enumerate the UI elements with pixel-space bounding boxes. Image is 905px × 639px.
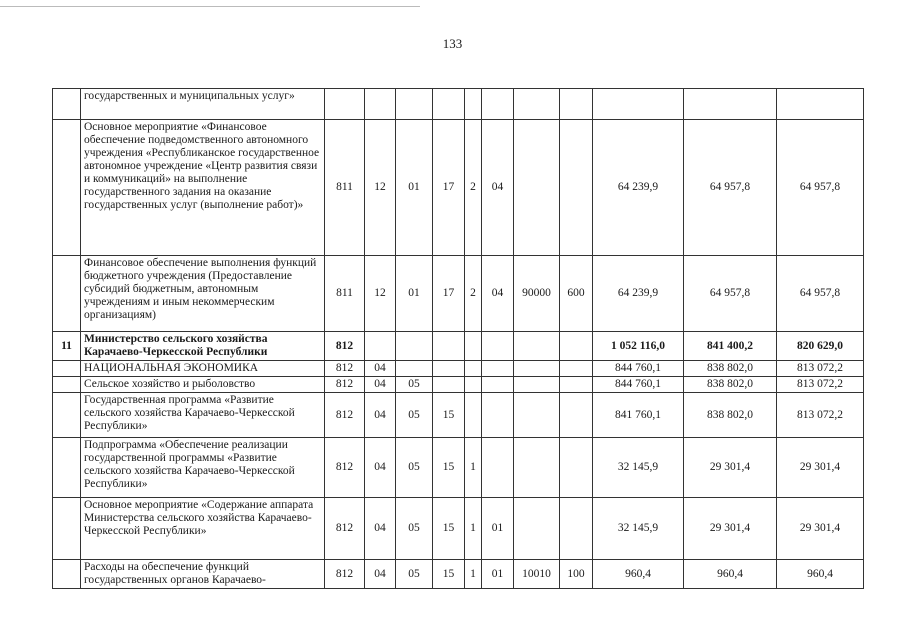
expense-type-code	[560, 361, 593, 377]
amount-year-1: 1 052 116,0	[593, 332, 684, 361]
row-name: Основное мероприятие «Финансовое обеспечение подведомственного автономного учреждения «Республиканское государственное автономное учреждение «Центр развития связи и коммуникаций» на выполнение государственного задания на оказание государственных услуг (выполнение работ)»	[81, 120, 325, 256]
row-name: Финансовое обеспечение выполнения функций бюджетного учреждения (Предоставление субсидий бюджетным, автономным учреждениям и иным некоммерческим организациям)	[81, 256, 325, 332]
budget-table	[52, 88, 864, 589]
amount-year-1: 844 760,1	[593, 377, 684, 393]
subsection-code: 01	[396, 120, 433, 256]
amount-year-1	[593, 89, 684, 120]
table-row	[53, 498, 864, 560]
row-index	[53, 89, 81, 120]
amount-year-3	[777, 89, 864, 120]
ved-code: 812	[325, 438, 365, 498]
activity-code	[482, 393, 514, 438]
amount-year-1: 64 239,9	[593, 256, 684, 332]
subprogram-code: 2	[465, 256, 482, 332]
row-name: НАЦИОНАЛЬНАЯ ЭКОНОМИКА	[81, 361, 325, 377]
expense-type-code: 600	[560, 256, 593, 332]
row-name: Расходы на обеспечение функций государственных органов Карачаево-	[81, 560, 325, 589]
amount-year-3: 813 072,2	[777, 393, 864, 438]
program-code: 15	[433, 560, 465, 589]
expense-type-code	[560, 377, 593, 393]
amount-year-1: 960,4	[593, 560, 684, 589]
table-row	[53, 256, 864, 332]
amount-year-3: 813 072,2	[777, 377, 864, 393]
row-name: Государственная программа «Развитие сельского хозяйства Карачаево-Черкесской Республики»	[81, 393, 325, 438]
program-code: 15	[433, 498, 465, 560]
row-name: государственных и муниципальных услуг»	[81, 89, 325, 120]
expense-type-code	[560, 89, 593, 120]
top-scan-rule	[0, 6, 420, 7]
amount-year-2: 838 802,0	[684, 377, 777, 393]
table-row	[53, 560, 864, 589]
table-row	[53, 393, 864, 438]
table-row	[53, 377, 864, 393]
section-code	[365, 89, 396, 120]
expense-type-code	[560, 332, 593, 361]
row-name: Основное мероприятие «Содержание аппарата Министерства сельского хозяйства Карачаево-Черкесской Республики»	[81, 498, 325, 560]
subsection-code: 05	[396, 560, 433, 589]
program-code: 15	[433, 393, 465, 438]
subprogram-code: 2	[465, 120, 482, 256]
direction-code	[514, 89, 560, 120]
section-code: 12	[365, 120, 396, 256]
ved-code: 812	[325, 377, 365, 393]
amount-year-2: 838 802,0	[684, 393, 777, 438]
subprogram-code: 1	[465, 498, 482, 560]
row-name: Министерство сельского хозяйства Карачаево-Черкесской Республики	[81, 332, 325, 361]
direction-code	[514, 498, 560, 560]
subprogram-code	[465, 89, 482, 120]
amount-year-2: 64 957,8	[684, 120, 777, 256]
amount-year-3: 64 957,8	[777, 120, 864, 256]
amount-year-3: 29 301,4	[777, 498, 864, 560]
expense-type-code: 100	[560, 560, 593, 589]
activity-code	[482, 361, 514, 377]
ved-code: 812	[325, 560, 365, 589]
section-code: 04	[365, 438, 396, 498]
direction-code	[514, 438, 560, 498]
subprogram-code	[465, 361, 482, 377]
program-code: 17	[433, 256, 465, 332]
program-code: 17	[433, 120, 465, 256]
activity-code: 04	[482, 120, 514, 256]
amount-year-1: 64 239,9	[593, 120, 684, 256]
row-index	[53, 120, 81, 256]
activity-code	[482, 89, 514, 120]
subprogram-code	[465, 332, 482, 361]
section-code	[365, 332, 396, 361]
direction-code: 10010	[514, 560, 560, 589]
direction-code	[514, 377, 560, 393]
amount-year-3: 820 629,0	[777, 332, 864, 361]
expense-type-code	[560, 498, 593, 560]
row-index	[53, 498, 81, 560]
row-index	[53, 560, 81, 589]
subprogram-code: 1	[465, 438, 482, 498]
ved-code: 811	[325, 256, 365, 332]
section-code: 04	[365, 377, 396, 393]
page-number: 133	[442, 36, 463, 51]
direction-code	[514, 361, 560, 377]
activity-code	[482, 332, 514, 361]
direction-code	[514, 332, 560, 361]
amount-year-1: 844 760,1	[593, 361, 684, 377]
subsection-code: 05	[396, 438, 433, 498]
amount-year-2: 29 301,4	[684, 438, 777, 498]
amount-year-2: 29 301,4	[684, 498, 777, 560]
subsection-code: 01	[396, 256, 433, 332]
subsection-code	[396, 361, 433, 377]
table-row	[53, 438, 864, 498]
amount-year-1: 841 760,1	[593, 393, 684, 438]
amount-year-2: 838 802,0	[684, 361, 777, 377]
subsection-code	[396, 89, 433, 120]
ved-code	[325, 89, 365, 120]
activity-code	[482, 377, 514, 393]
section-code: 12	[365, 256, 396, 332]
subsection-code: 05	[396, 498, 433, 560]
section-code: 04	[365, 361, 396, 377]
amount-year-3: 813 072,2	[777, 361, 864, 377]
row-name: Подпрограмма «Обеспечение реализации государственной программы «Развитие сельского хозяйства Карачаево-Черкесской Республики»	[81, 438, 325, 498]
amount-year-1: 32 145,9	[593, 498, 684, 560]
ved-code: 811	[325, 120, 365, 256]
program-code	[433, 89, 465, 120]
amount-year-3: 960,4	[777, 560, 864, 589]
amount-year-2	[684, 89, 777, 120]
row-index	[53, 438, 81, 498]
budget-table-body	[53, 89, 864, 589]
direction-code: 90000	[514, 256, 560, 332]
program-code: 15	[433, 438, 465, 498]
subsection-code: 05	[396, 377, 433, 393]
ved-code: 812	[325, 498, 365, 560]
amount-year-2: 960,4	[684, 560, 777, 589]
activity-code: 01	[482, 498, 514, 560]
section-code: 04	[365, 498, 396, 560]
subprogram-code	[465, 377, 482, 393]
row-index	[53, 393, 81, 438]
row-index: 11	[53, 332, 81, 361]
ved-code: 812	[325, 332, 365, 361]
row-name: Сельское хозяйство и рыболовство	[81, 377, 325, 393]
amount-year-3: 64 957,8	[777, 256, 864, 332]
section-code: 04	[365, 393, 396, 438]
amount-year-2: 841 400,2	[684, 332, 777, 361]
table-row	[53, 89, 864, 120]
row-index	[53, 256, 81, 332]
program-code	[433, 361, 465, 377]
row-index	[53, 377, 81, 393]
ved-code: 812	[325, 393, 365, 438]
activity-code: 01	[482, 560, 514, 589]
expense-type-code	[560, 120, 593, 256]
subsection-code	[396, 332, 433, 361]
table-row	[53, 120, 864, 256]
direction-code	[514, 120, 560, 256]
table-row	[53, 361, 864, 377]
subsection-code: 05	[396, 393, 433, 438]
program-code	[433, 377, 465, 393]
subprogram-code: 1	[465, 560, 482, 589]
activity-code: 04	[482, 256, 514, 332]
direction-code	[514, 393, 560, 438]
subprogram-code	[465, 393, 482, 438]
section-code: 04	[365, 560, 396, 589]
amount-year-3: 29 301,4	[777, 438, 864, 498]
amount-year-1: 32 145,9	[593, 438, 684, 498]
activity-code	[482, 438, 514, 498]
amount-year-2: 64 957,8	[684, 256, 777, 332]
program-code	[433, 332, 465, 361]
expense-type-code	[560, 393, 593, 438]
expense-type-code	[560, 438, 593, 498]
row-index	[53, 361, 81, 377]
ved-code: 812	[325, 361, 365, 377]
table-row	[53, 332, 864, 361]
